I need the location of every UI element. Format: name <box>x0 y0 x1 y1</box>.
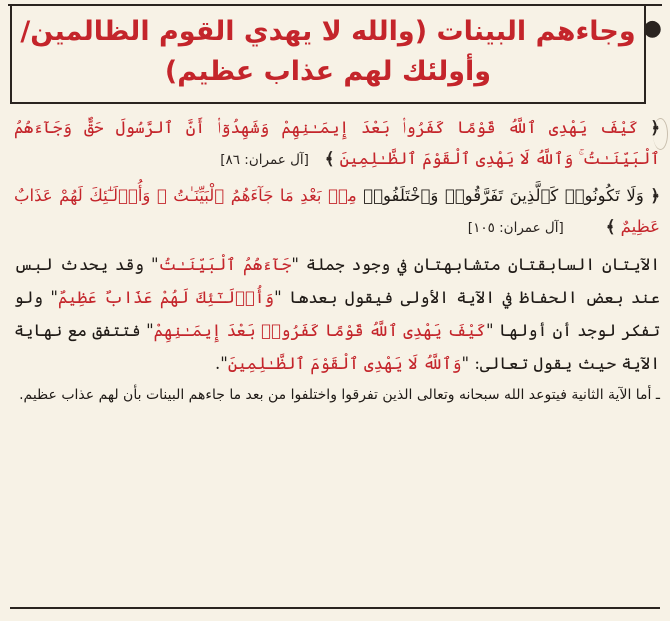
verse-1-reference: [آل عمران: ٨٦] <box>220 152 309 168</box>
content <box>14 112 660 601</box>
verse-2-text-line-2: وَأُو۟لَـٰٓئِكَ لَهُمْ عَذَابٌ عَظِيمٌ <box>14 186 660 236</box>
verse-1-close-bracket: ﴾ <box>324 149 335 168</box>
para-quote-4: وَٱللَّهُ لَا يَهْدِى ٱلْقَوْمَ ٱلظَّـٰلِمِينَ <box>227 354 462 373</box>
verse-2-text-black: وَلَا تَكُونُوا۟ كَٱلَّذِينَ تَفَرَّقُوا۟ وَٱخْتَلَفُوا۟ <box>363 186 644 205</box>
bottom-rule <box>10 607 660 609</box>
para-quote-3: كَيْفَ يَهْدِى ٱللَّهُ قَوْمًا كَفَرُوا۟ بَعْدَ إِيمَـٰنِهِمْ <box>153 321 486 340</box>
verse-2-open-bracket: ﴿ <box>650 186 660 205</box>
para-quote-1: جَآءَهُمُ ٱلْبَيِّنَـٰتُ <box>158 255 292 274</box>
explanation-paragraph <box>14 248 660 380</box>
verse-1-text-line-2: وَجَآءَهُمُ ٱلْبَيِّنَـٰتُ ۚ وَٱللَّهُ لَا يَهْدِى ٱلْقَوْمَ ٱلظَّـٰلِمِينَ <box>14 118 660 168</box>
para-text-a: الآيتان السابقتان متشابهتان في وجود جملة " <box>291 255 660 274</box>
second-verse-paragraph: ـ أما الآية الثانية فيتوعد الله سبحانه وتعالى الذين تفرقوا واختلفوا من بعد ما جاءهم البينات بأن لهم عذاب عظيم. <box>19 387 660 403</box>
title-line-2: وأولئك لهم عذاب عظيم) <box>164 56 492 87</box>
para-quote-2: وَأُو۟لَـٰٓئِكَ لَهُمْ عَذَابٌ عَظِيمٌ <box>58 288 275 307</box>
verse-2 <box>14 180 660 244</box>
para-text-d: " فتتفق مع نهاية الآية حيث يقول تعالى: " <box>14 321 660 373</box>
title-box <box>10 6 662 104</box>
bullet-dot: ● <box>642 16 662 41</box>
para-text-c: " ولو تفكر لوجد أن أولها " <box>14 288 660 340</box>
title-line-1: وجاءهم البينات (والله لا يهدي القوم الظالمين/ <box>20 16 636 47</box>
para-text-e: ". <box>214 354 228 373</box>
verse-2-reference: [آل عمران: ١٠٥] <box>467 220 564 236</box>
verse-1 <box>14 112 660 176</box>
verse-1-open-bracket: ﴿ <box>650 118 661 137</box>
verse-2-text-red: مِنۢ بَعْدِ مَا جَآءَهُمُ ٱلْبَيِّنَـٰتُ ۚ <box>156 186 357 205</box>
para-text-b: " وقد يحدث لبس عند بعض الحفاظ في الآية الأولى فيقول بعدها " <box>14 255 661 307</box>
verse-1-text-line-1: كَيْفَ يَهْدِى ٱللَّهُ قَوْمًا كَفَرُوا۟ بَعْدَ إِيمَـٰنِهِمْ وَشَهِدُوٓا۟ أَنَّ ٱلرَّسُولَ حَقٌّ <box>84 118 639 137</box>
verse-2-close-bracket: ﴾ <box>605 217 616 236</box>
